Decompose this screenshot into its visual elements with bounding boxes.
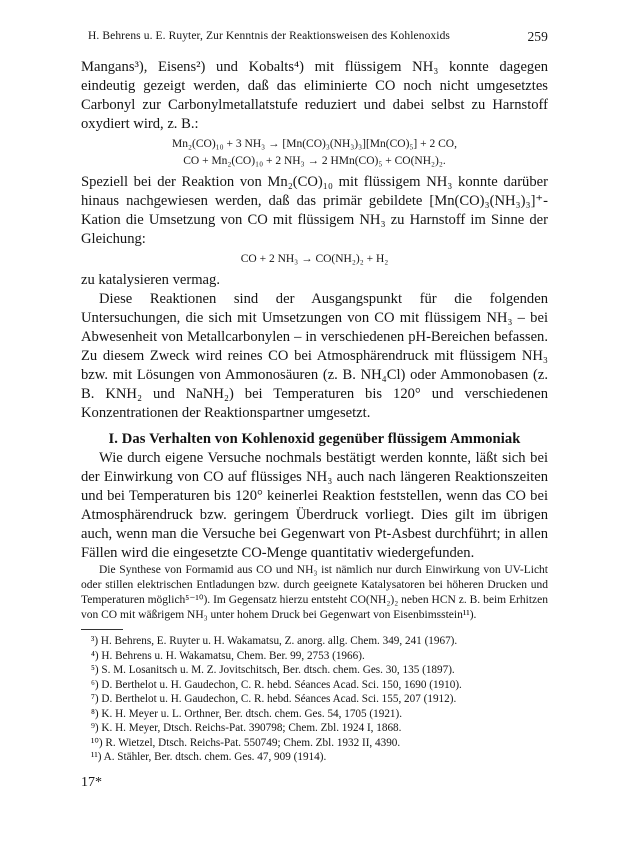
footnote: ⁹) K. H. Meyer, Dtsch. Reichs-Pat. 390798; Chem. Zbl. 1924 I, 1868. xyxy=(91,722,402,734)
page-number: 259 xyxy=(527,29,548,44)
footnotes xyxy=(81,634,548,765)
equation-block-1 xyxy=(81,136,548,170)
footnote-rule xyxy=(81,629,123,630)
signature-mark: 17* xyxy=(81,774,102,790)
paragraph-5: Wie durch eigene Versuche nochmals bestätigt werden konnte, läßt sich bei der Einwirkung von CO auf flüssiges NH₃ auch nach längeren Reaktionszeiten und bei Temperaturen bis 120° keinerlei Reaktion feststellen, wenn das CO bei Atmosphärendruck bzw. geringem Überdruck vorliegt. Dies gilt im übrigen auch, wenn man die Versuche bei Gegenwart von Pt-Asbest durchführt; in allen Fällen wird die eingesetzte CO-Menge quantitativ wiedergefunden. xyxy=(81,450,548,561)
footnote: ¹¹) A. Stähler, Ber. dtsch. chem. Ges. 47, 909 (1914). xyxy=(91,751,327,763)
footnote: ⁴) H. Behrens u. H. Wakamatsu, Chem. Ber. 99, 2753 (1966). xyxy=(91,649,365,662)
footnote: ¹⁰) R. Wietzel, Dtsch. Reichs-Pat. 550749; Chem. Zbl. 1932 II, 4390. xyxy=(91,736,401,749)
footnote: ⁸) K. H. Meyer u. L. Orthner, Ber. dtsch. chem. Ges. 54, 1705 (1921). xyxy=(91,707,403,720)
paragraph-3: zu katalysieren vermag. xyxy=(81,272,220,288)
header-text: H. Behrens u. E. Ruyter, Zur Kenntnis der Reaktionsweisen des Kohlenoxids xyxy=(88,30,450,42)
equation-3: CO + 2 NH₃ → CO(NH₂)₂ + H₂ xyxy=(240,253,389,265)
footnote: ⁷) D. Berthelot u. H. Gaudechon, C. R. hebd. Séances Acad. Sci. 155, 207 (1912). xyxy=(91,693,457,705)
footnote: ³) H. Behrens, E. Ruyter u. H. Wakamatsu, Z. anorg. allg. Chem. 349, 241 (1967). xyxy=(91,635,458,647)
equation-2: CO + Mn₂(CO)₁₀ + 2 NH₃ → 2 HMn(CO)₅ + CO(NH₂)₂. xyxy=(183,155,446,167)
section-title: I. Das Verhalten von Kohlenoxid gegenüber flüssigem Ammoniak xyxy=(108,431,521,447)
paragraph-1: Mangans³), Eisens²) und Kobalts⁴) mit flüssigem NH₃ konnte dagegen eindeutig gezeigt werden, daß das eliminierte CO noch nicht umgesetztes Carbonyl zur Carbonylmetallatstufe reduziert und dabei selbst zu Harnstoff oxydiert wird, z. B.: xyxy=(81,59,548,132)
footnote: ⁵) S. M. Losanitsch u. M. Z. Jovitschitsch, Ber. dtsch. chem. Ges. 30, 135 (1897). xyxy=(91,664,455,676)
body-text xyxy=(81,58,548,792)
paragraph-2: Speziell bei der Reaktion von Mn₂(CO)₁₀ mit flüssigem NH₃ konnte darüber hinaus nachgewiesen werden, daß das primär gebildete [Mn(CO)₃(NH₃)₃]⁺-Kation die Umsetzung von CO mit flüssigem NH₃ zu Harnstoff im Sinne der Gleichung: xyxy=(81,174,548,247)
equation-block-2 xyxy=(81,251,548,268)
running-header xyxy=(88,30,548,42)
footnote: ⁶) D. Berthelot u. H. Gaudechon, C. R. hebd. Séances Acad. Sci. 150, 1690 (1910). xyxy=(91,678,462,691)
paragraph-4: Diese Reaktionen sind der Ausgangspunkt für die folgenden Untersuchungen, die sich mit Umsetzungen von CO mit flüssigem NH₃ – bei Abwesenheit von Metallcarbonylen – in verschiedenen pH-Bereichen befassen. Zu diesem Zweck wird reines CO bei Atmosphärendruck mit flüssigem NH₃ bzw. mit Lösungen von Ammonosäuren (z. B. NH₄Cl) oder Ammonobasen (z. B. KNH₂ und NaNH₂) bei Temperaturen bis 120° und verschiedenen Konzentrationen der Reaktionspartner umgesetzt. xyxy=(81,291,548,421)
equation-1: Mn₂(CO)₁₀ + 3 NH₃ → [Mn(CO)₃(NH₃)₃][Mn(CO)₅] + 2 CO, xyxy=(172,138,457,150)
paragraph-6: Die Synthese von Formamid aus CO und NH₃ ist nämlich nur durch Einwirkung von UV-Licht oder stillen elektrischen Entladungen bzw. durch geeignete Katalysatoren bei höheren Drucken und Temperaturen möglich⁵⁻¹⁰). Im Gegensatz hierzu entsteht CO(NH₂)₂ neben HCN z. B. beim Erhitzen von CO mit wäßrigem NH₃ unter hohem Druck bei Gegenwart von Eisenbimsstein¹¹). xyxy=(81,564,548,621)
